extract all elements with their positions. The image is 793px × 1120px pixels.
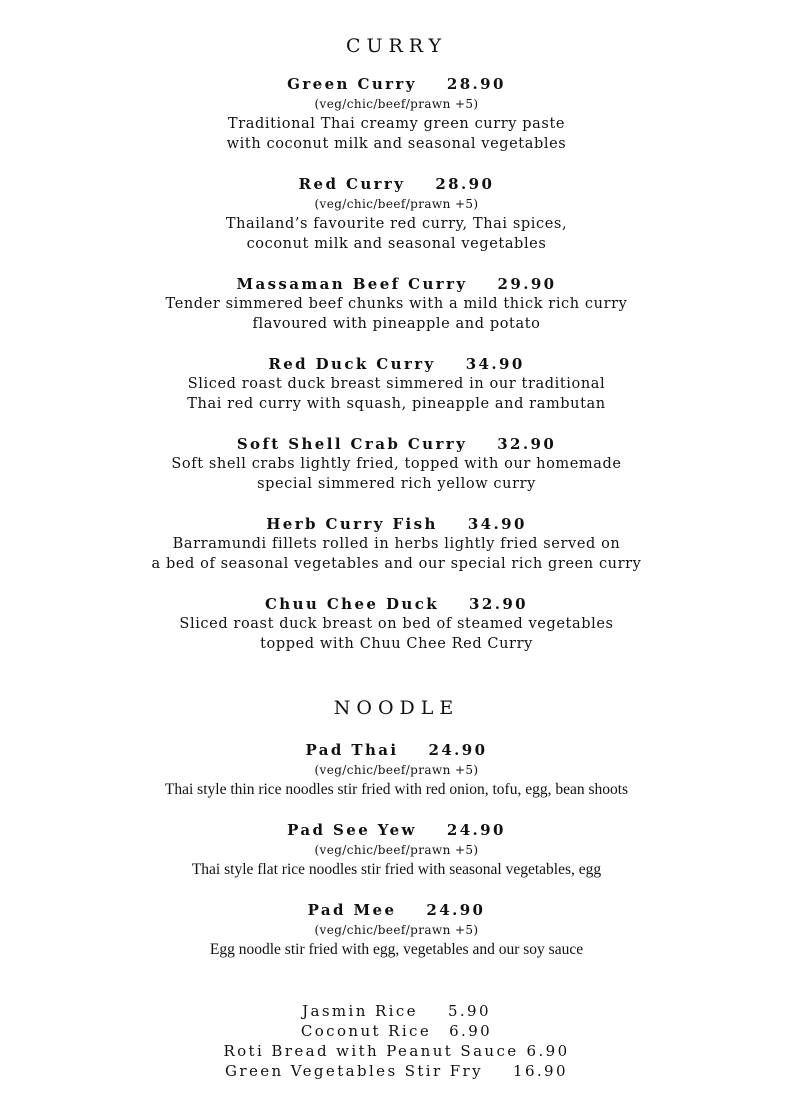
item-description-line: with coconut milk and seasonal vegetables — [226, 136, 567, 152]
side-item — [0, 1061, 793, 1081]
item-price: 24.90 — [426, 901, 486, 919]
item-description-line: coconut milk and seasonal vegetables — [246, 236, 547, 252]
item-name: Soft Shell Crab Curry — [236, 435, 468, 453]
item-price: 34.90 — [465, 355, 525, 373]
item-price: 34.90 — [467, 515, 527, 533]
item-description-line: Soft shell crabs lightly fried, topped with our homemade — [171, 456, 622, 472]
item-heading — [0, 594, 793, 614]
menu-item-pad-thai — [0, 740, 793, 800]
item-description-line: a bed of seasonal vegetables and our special rich green curry — [151, 556, 642, 572]
item-heading — [0, 740, 793, 760]
side-item-price: 16.90 — [513, 1062, 568, 1080]
item-description-line: Thai style thin rice noodles stir fried with red onion, tofu, egg, bean shoots — [164, 781, 629, 798]
menu-item-massaman-beef-curry — [0, 274, 793, 334]
side-item-price: 6.90 — [526, 1042, 570, 1060]
item-name: Pad Mee — [307, 901, 397, 919]
side-item-price: 5.90 — [447, 1002, 491, 1020]
item-price: 32.90 — [497, 435, 557, 453]
side-item-name: Coconut Rice — [300, 1022, 432, 1040]
item-name: Massaman Beef Curry — [236, 275, 468, 293]
item-description-line: Sliced roast duck breast on bed of steamed vegetables — [179, 616, 614, 632]
item-name: Red Curry — [298, 175, 406, 193]
curry-section-title: CURRY — [345, 35, 448, 57]
item-name: Pad Thai — [305, 741, 399, 759]
item-description-line: Thai red curry with squash, pineapple and rambutan — [187, 396, 606, 412]
side-item-price: 6.90 — [449, 1022, 493, 1040]
side-item-name: Green Vegetables Stir Fry — [225, 1062, 483, 1080]
menu-item-pad-see-yew — [0, 820, 793, 880]
item-name: Green Curry — [287, 75, 417, 93]
item-heading — [0, 434, 793, 454]
item-options: (veg/chic/beef/prawn +5) — [314, 843, 479, 857]
noodle-section-title: NOODLE — [333, 697, 460, 719]
item-price: 24.90 — [446, 821, 506, 839]
item-heading — [0, 174, 793, 194]
item-description-line: Tender simmered beef chunks with a mild thick rich curry — [165, 296, 628, 312]
item-description-line: Egg noodle stir fried with egg, vegetables and our soy sauce — [209, 941, 584, 958]
item-price: 28.90 — [446, 75, 506, 93]
item-price: 28.90 — [435, 175, 495, 193]
item-options: (veg/chic/beef/prawn +5) — [314, 763, 479, 777]
menu-item-herb-curry-fish — [0, 514, 793, 574]
item-options: (veg/chic/beef/prawn +5) — [314, 197, 479, 211]
item-price: 32.90 — [469, 595, 529, 613]
item-description-line: Thailand’s favourite red curry, Thai spices, — [225, 216, 568, 232]
side-item-name: Roti Bread with Peanut Sauce — [223, 1042, 519, 1060]
menu-item-chuu-chee-duck — [0, 594, 793, 654]
item-description-line: topped with Chuu Chee Red Curry — [260, 636, 533, 652]
noodle-section — [0, 696, 793, 720]
item-options: (veg/chic/beef/prawn +5) — [314, 97, 479, 111]
item-description-line: Sliced roast duck breast simmered in our traditional — [187, 376, 606, 392]
item-heading — [0, 900, 793, 920]
item-price: 29.90 — [497, 275, 557, 293]
menu-item-soft-shell-crab-curry — [0, 434, 793, 494]
menu-item-pad-mee — [0, 900, 793, 960]
menu-item-red-duck-curry — [0, 354, 793, 414]
item-name: Herb Curry Fish — [266, 515, 438, 533]
side-item — [0, 1021, 793, 1041]
item-heading — [0, 274, 793, 294]
side-item — [0, 1001, 793, 1021]
menu-item-green-curry — [0, 74, 793, 154]
item-description-line: flavoured with pineapple and potato — [252, 316, 541, 332]
sides-list — [0, 1001, 793, 1081]
item-price: 24.90 — [428, 741, 488, 759]
item-heading — [0, 820, 793, 840]
item-description-line: Thai style flat rice noodles stir fried with seasonal vegetables, egg — [191, 861, 602, 878]
item-description-line: Traditional Thai creamy green curry paste — [227, 116, 566, 132]
item-heading — [0, 74, 793, 94]
curry-section — [0, 34, 793, 58]
item-name: Red Duck Curry — [268, 355, 436, 373]
item-name: Chuu Chee Duck — [264, 595, 440, 613]
item-description-line: special simmered rich yellow curry — [257, 476, 536, 492]
item-description-line: Barramundi fillets rolled in herbs lightly fried served on — [172, 536, 621, 552]
side-item-name: Jasmin Rice — [302, 1002, 418, 1020]
item-options: (veg/chic/beef/prawn +5) — [314, 923, 479, 937]
menu-item-red-curry — [0, 174, 793, 254]
side-item — [0, 1041, 793, 1061]
item-heading — [0, 514, 793, 534]
item-name: Pad See Yew — [287, 821, 417, 839]
item-heading — [0, 354, 793, 374]
